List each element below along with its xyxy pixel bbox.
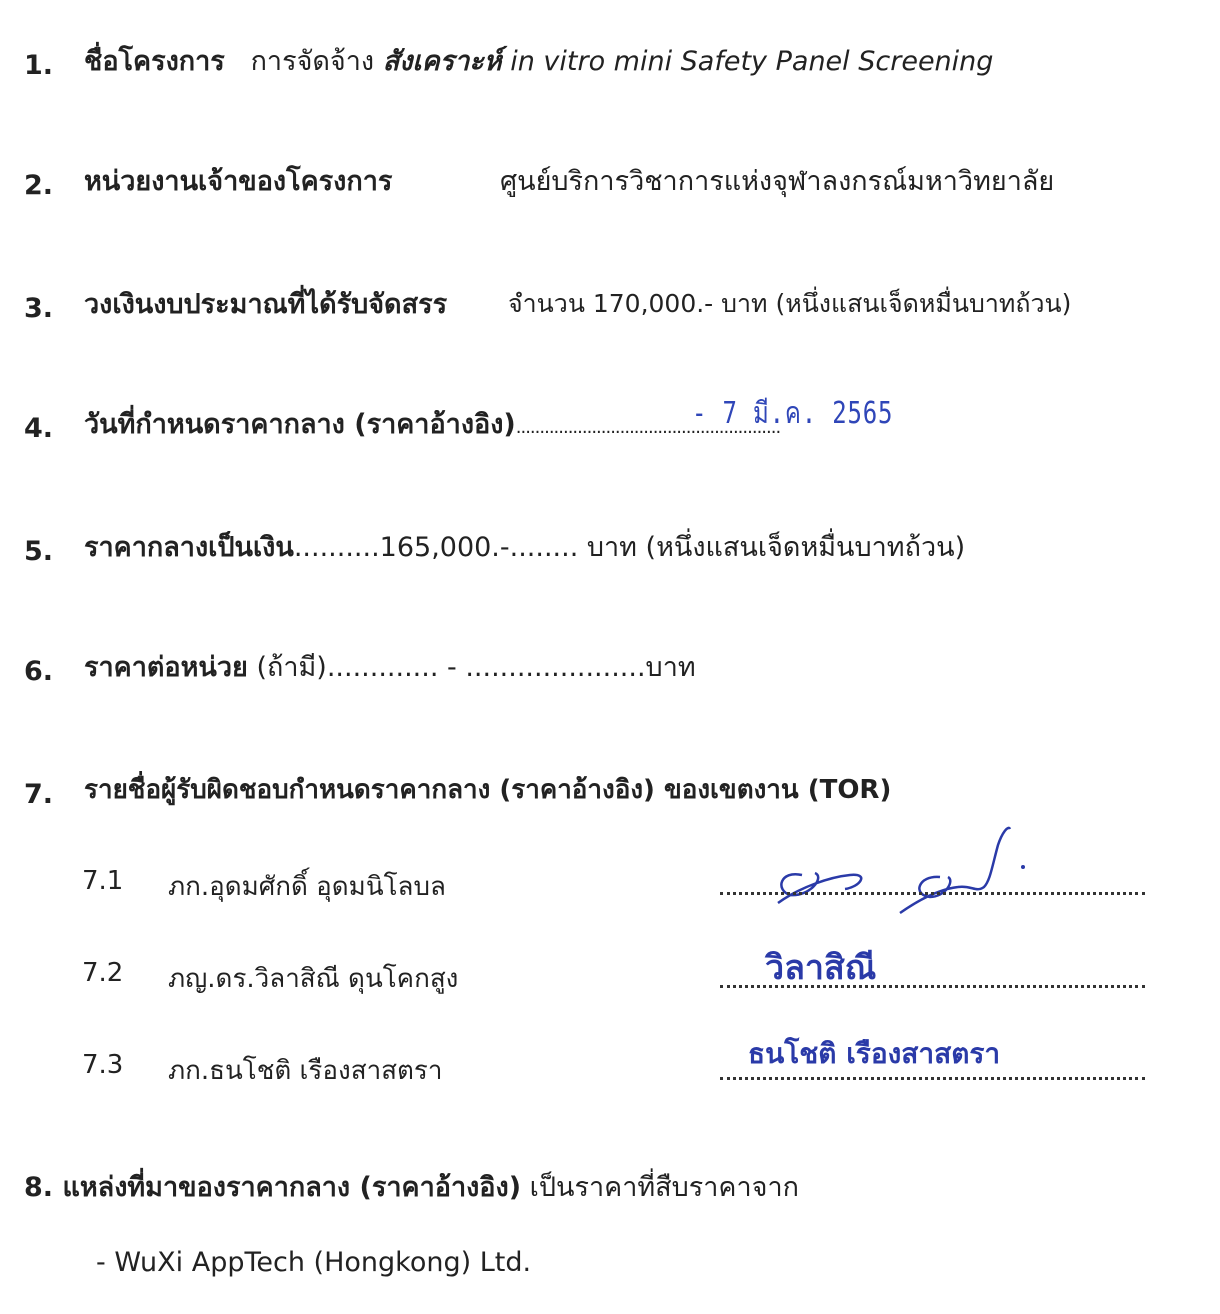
item-4-number: 4. [24,413,54,444]
signature-1 [740,815,1060,915]
item-6-number: 6. [24,656,54,687]
item-4-label: วันที่กำหนดราคากลาง (ราคาอ้างอิง) [84,409,516,440]
item-7-number: 7. [24,779,54,810]
item-1-label: ชื่อโครงการ [84,46,225,77]
item-6-label: ราคาต่อหน่วย [84,652,248,683]
member-2-number: 7.2 [82,958,124,988]
item-8-line [24,1172,799,1204]
item-1-line [84,46,993,78]
member-2-name: ภญ.ดร.วิลาสิณี ดุนโคกสูง [168,964,459,994]
member-3-number: 7.3 [82,1050,124,1080]
item-2-value: ศูนย์บริการวิชาการแห่งจุฬาลงกรณ์มหาวิทยาลัย [500,166,1055,197]
item-6-value: (ถ้ามี)............. - .....................บาท [256,652,696,683]
item-1-text-thai-italic: สังเคราะห์ [382,46,502,77]
signature-line-2 [720,983,1145,988]
item-8-value: เป็นราคาที่สืบราคาจาก [529,1172,799,1203]
item-1-text-italic: in vitro mini Safety Panel Screening [510,46,994,77]
item-6-line [84,652,696,684]
signature-2: วิลาสิณี [765,948,877,988]
item-5-number: 5. [24,536,54,567]
item-3-number: 3. [24,293,54,324]
item-1-text-pre: การจัดจ้าง [250,46,375,77]
item-8-label: 8. แหล่งที่มาของราคากลาง (ราคาอ้างอิง) [24,1172,522,1203]
date-stamp: - 7 มี.ค. 2565 [692,396,894,431]
member-1-number: 7.1 [82,866,124,896]
item-5-line [84,532,965,564]
item-3-value: จำนวน 170,000.- บาท (หนึ่งแสนเจ็ดหมื่นบาทถ้วน) [508,289,1072,318]
item-4-line [84,409,780,441]
item-5-value: ..........165,000.-........ บาท (หนึ่งแสนเจ็ดหมื่นบาทถ้วน) [293,532,966,563]
member-1-name: ภก.อุดมศักดิ์ อุดมนิโลบล [168,872,446,902]
item-5-label: ราคากลางเป็นเงิน [84,532,294,563]
signature-line-1 [720,890,1145,895]
item-7-label: รายชื่อผู้รับผิดชอบกำหนดราคากลาง (ราคาอ้างอิง) ของเขตงาน (TOR) [84,775,892,805]
signature-3: ธนโชติ เรืองสาสตรา [748,1037,1001,1070]
item-1-number: 1. [24,50,54,81]
item-8-source: - WuXi AppTech (Hongkong) Ltd. [96,1247,532,1278]
item-2-number: 2. [24,170,54,201]
item-4-dots: ........................................................ [515,417,781,438]
member-3-name: ภก.ธนโชติ เรืองสาสตรา [168,1056,443,1086]
item-2-label: หน่วยงานเจ้าของโครงการ [84,166,393,197]
signature-line-3 [720,1075,1145,1080]
item-3-label: วงเงินงบประมาณที่ได้รับจัดสรร [84,289,448,320]
